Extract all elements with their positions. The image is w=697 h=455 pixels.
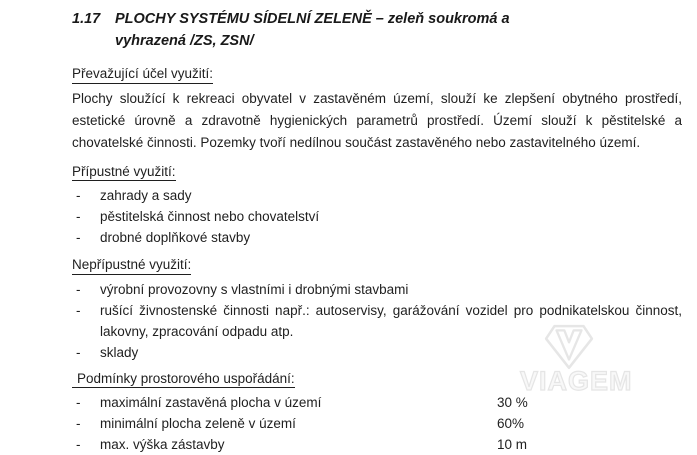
bullet-text: výrobní provozovny s vlastními i drobnými stavbami [100, 282, 408, 297]
bullet-text: drobné doplňkové stavby [100, 230, 250, 245]
list-item [72, 206, 682, 227]
list-item [72, 279, 682, 300]
section-heading [72, 257, 682, 275]
bullet-text: zahrady a sady [100, 188, 192, 203]
section-heading [72, 371, 682, 389]
bullet-marker: - [76, 300, 81, 321]
bullet-marker: - [76, 434, 81, 455]
chapter-title-line1: PLOCHY SYSTÉMU SÍDELNÍ ZELENĚ – zeleň soukromá a [115, 11, 510, 27]
chapter-title-line2: vyhrazená /ZS, ZSN/ [115, 33, 254, 49]
list-item [72, 227, 682, 248]
bullet-marker: - [76, 413, 81, 434]
purpose-paragraph: Plochy sloužící k rekreaci obyvatel v zastavěném území, slouží ke zlepšení obytného prostředí, estetické úrovně a zdravotně hygienických parametrů prostředí. Území slouží k pěstitelské a chovatelské činnosti. Pozemky tvoří nedílnou součást zastavěného nebo zastavitelného území. [72, 88, 682, 154]
section-heading-text: Převažující účel využití: [72, 66, 213, 84]
bullet-marker: - [76, 342, 81, 363]
list-item [72, 434, 682, 455]
bullet-marker: - [76, 392, 81, 413]
condition-value: 30 % [497, 392, 528, 413]
section-heading [72, 164, 682, 182]
bullet-marker: - [76, 279, 81, 300]
bullet-marker: - [76, 206, 81, 227]
condition-label: max. výška zástavby [100, 437, 225, 452]
section-impermissible-use [72, 257, 682, 363]
section-main-purpose [72, 66, 682, 154]
chapter-number: 1.17 [72, 8, 115, 52]
section-spatial-conditions [72, 371, 682, 455]
condition-label: maximální zastavěná plocha v území [100, 395, 321, 410]
chapter-heading [72, 8, 682, 52]
section-permitted-use [72, 164, 682, 249]
list-item [72, 300, 682, 342]
section-heading-text: Podmínky prostorového uspořádání: [72, 371, 295, 389]
bullet-text: rušící živnostenské činnosti např.: autoservisy, garážování vozidel pro podnikatelskou činnost, lakovny, zpracování odpadu atp. [100, 303, 682, 339]
watermark-text: VIAGEM [520, 366, 633, 397]
list-item [72, 185, 682, 206]
bullet-text: sklady [100, 345, 138, 360]
impermissible-use-list [72, 279, 682, 363]
section-heading-text: Přípustné využití: [72, 164, 176, 182]
bullet-marker: - [76, 185, 81, 206]
bullet-marker: - [76, 227, 81, 248]
spatial-conditions-list [72, 392, 682, 455]
list-item [72, 392, 682, 413]
bullet-text: pěstitelská činnost nebo chovatelství [100, 209, 319, 224]
list-item [72, 413, 682, 434]
condition-value: 10 m [497, 434, 527, 455]
section-heading-text: Nepřípustné využití: [72, 257, 191, 275]
section-heading [72, 66, 682, 84]
list-item [72, 342, 682, 363]
chapter-title [115, 8, 510, 52]
permitted-use-list [72, 185, 682, 248]
condition-label: minimální plocha zeleně v území [100, 416, 296, 431]
condition-value: 60% [497, 413, 524, 434]
